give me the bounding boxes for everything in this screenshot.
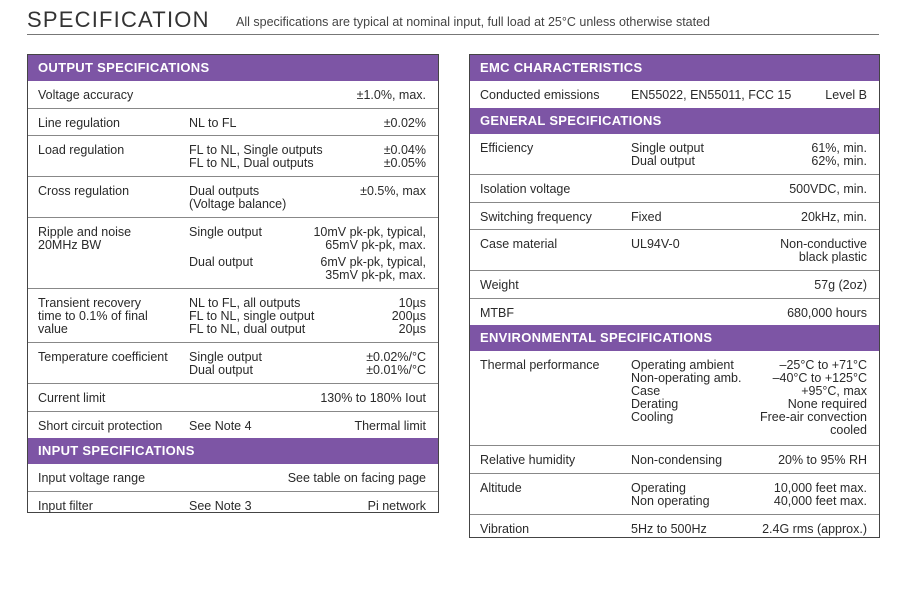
spec-row-temp-coefficient [28,342,438,383]
spec-label: Ripple and noise 20MHz BW [38,225,132,252]
spec-condition: EN55022, EN55011, FCC 15 [631,88,792,102]
spec-row-isolation-voltage [470,174,879,202]
spec-condition: Dual output [189,255,253,269]
spec-row-relative-humidity [470,445,879,473]
output-specs-heading: OUTPUT SPECIFICATIONS [28,55,438,81]
spec-row-switching-frequency [470,202,879,229]
spec-label: Input voltage range [38,471,146,485]
spec-label: Thermal performance [480,358,600,372]
spec-row-transient-recovery [28,288,438,342]
spec-label: Current limit [38,391,106,405]
spec-row-load-regulation [28,135,438,176]
spec-condition: Operating Non operating [631,481,710,508]
spec-row-thermal-performance [470,351,879,445]
spec-row-voltage-accuracy [28,81,438,108]
spec-value: 61%, min. 62%, min. [811,141,867,168]
spec-row-mtbf [470,298,879,325]
spec-value: –25°C to +71°C –40°C to +125°C +95°C, max None required Free-air convection cooled [760,358,867,437]
spec-value: Level B [825,88,867,102]
spec-label: Case material [480,237,558,251]
emc-general-env-panel [469,54,880,538]
spec-value: ±0.02%/°C ±0.01%/°C [366,350,426,377]
general-specs-heading: GENERAL SPECIFICATIONS [470,108,879,134]
spec-value: ±0.5%, max [360,184,426,198]
spec-label: Temperature coefficient [38,350,168,364]
spec-label: Load regulation [38,143,125,157]
spec-condition: Single output [189,225,262,239]
page-subtitle: All specifications are typical at nominal input, full load at 25°C unless otherwise stated [236,15,710,29]
spec-value: 500VDC, min. [789,182,867,196]
spec-label: Short circuit protection [38,419,163,433]
spec-value: 130% to 180% Iout [320,391,426,405]
spec-label: Isolation voltage [480,182,571,196]
spec-label: Vibration [480,522,530,536]
spec-value: 20kHz, min. [801,210,867,224]
spec-label: Relative humidity [480,453,576,467]
spec-row-conducted-emissions [470,81,879,108]
spec-label: Efficiency [480,141,534,155]
spec-row-vibration [470,514,879,541]
spec-value: 20% to 95% RH [778,453,867,467]
spec-label: Conducted emissions [480,88,600,102]
spec-row-input-voltage-range [28,464,438,491]
spec-value: 680,000 hours [787,306,867,320]
page-title: SPECIFICATION [27,7,210,32]
spec-condition: NL to FL, all outputs FL to NL, single output FL to NL, dual output [189,296,315,336]
spec-value: Thermal limit [354,419,426,433]
spec-condition: Operating ambient Non-operating amb. Case Derating Cooling [631,358,742,424]
output-input-panel [27,54,439,513]
spec-value: 10mV pk-pk, typical, 65mV pk-pk, max. [313,225,426,252]
spec-condition: See Note 3 [189,499,252,513]
input-specs-heading: INPUT SPECIFICATIONS [28,438,438,464]
environmental-specs-heading: ENVIRONMENTAL SPECIFICATIONS [470,325,879,351]
spec-row-current-limit [28,383,438,411]
spec-row-short-circuit [28,411,438,438]
spec-condition: NL to FL [189,116,237,130]
spec-value: ±0.04% ±0.05% [383,143,426,170]
spec-condition: 5Hz to 500Hz [631,522,707,536]
spec-value: 10µs 200µs 20µs [391,296,426,336]
spec-condition: Dual outputs (Voltage balance) [189,184,287,211]
spec-value: ±1.0%, max. [356,88,426,102]
spec-label: Voltage accuracy [38,88,134,102]
spec-row-input-filter [28,491,438,518]
emc-heading: EMC CHARACTERISTICS [470,55,879,81]
spec-condition: Single output Dual output [631,141,704,168]
spec-row-case-material [470,229,879,270]
spec-value: 10,000 feet max. 40,000 feet max. [773,481,867,508]
page-header [27,6,879,35]
spec-condition: See Note 4 [189,419,252,433]
spec-value: Pi network [367,499,426,513]
spec-label: Input filter [38,499,93,513]
spec-label: Weight [480,278,519,292]
spec-condition: UL94V-0 [631,237,680,251]
spec-label: Transient recovery time to 0.1% of final value [38,296,148,336]
spec-value: Non-conductive black plastic [780,237,867,264]
spec-condition: Non-condensing [631,453,723,467]
spec-label: Switching frequency [480,210,592,224]
spec-condition: Fixed [631,210,662,224]
spec-value: ±0.02% [383,116,426,130]
spec-label: Line regulation [38,116,121,130]
spec-label: Cross regulation [38,184,130,198]
spec-condition: Single output Dual output [189,350,262,377]
spec-condition: FL to NL, Single outputs FL to NL, Dual outputs [189,143,323,170]
spec-row-altitude [470,473,879,514]
spec-row-cross-regulation [28,176,438,217]
spec-value: 6mV pk-pk, typical, 35mV pk-pk, max. [320,255,426,282]
spec-value: 57g (2oz) [814,278,867,292]
spec-row-weight [470,270,879,298]
spec-row-line-regulation [28,108,438,135]
spec-label: MTBF [480,306,515,320]
spec-value: See table on facing page [287,471,426,485]
spec-row-ripple-noise [28,217,438,288]
spec-label: Altitude [480,481,522,495]
spec-row-efficiency [470,134,879,174]
spec-value: 2.4G rms (approx.) [762,522,867,536]
